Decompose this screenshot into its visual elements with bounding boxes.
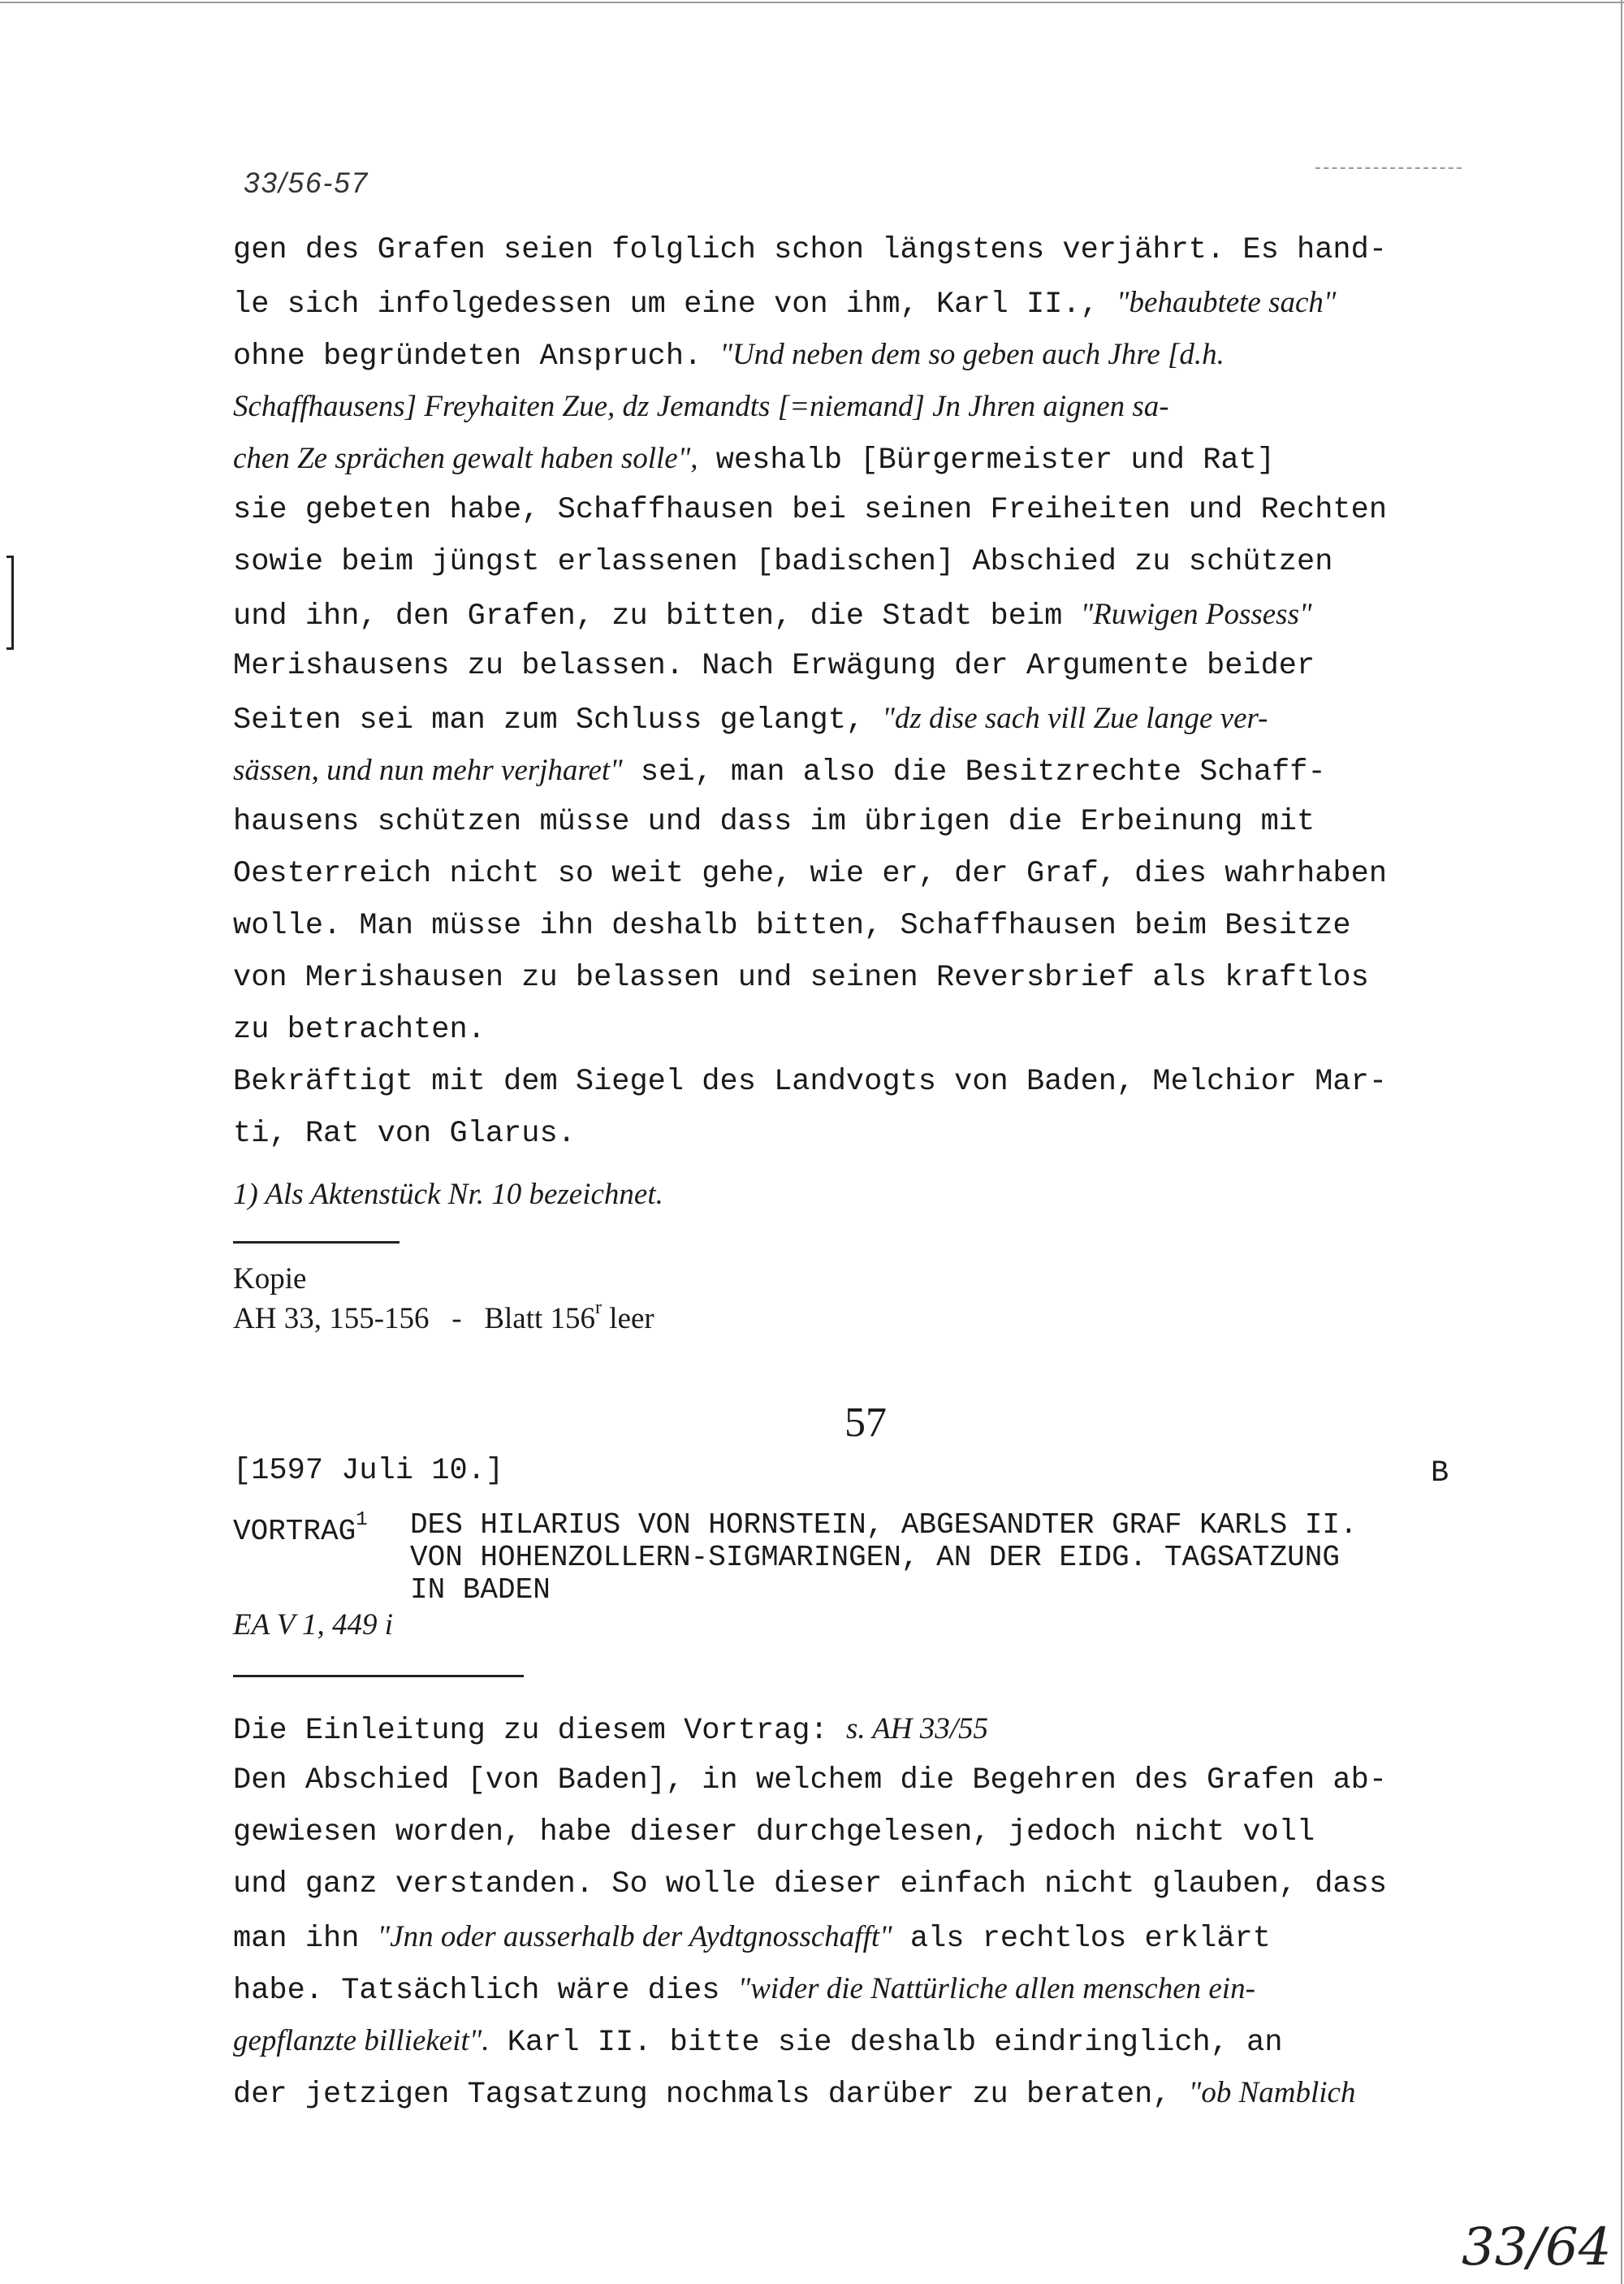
text-segment: von Merishausen zu belassen und seinen Reversbrief als kraftlos xyxy=(233,961,1369,995)
quoted-text: gepflanzte billiekeit". xyxy=(233,2024,490,2057)
quoted-text: "Jnn oder ausserhalb der Aydtgnosschafft" xyxy=(377,1920,892,1953)
title-line-1: DES HILARIUS VON HORNSTEIN, ABGESANDTER GRAF KARLS II. xyxy=(410,1508,1358,1542)
text-segment: Bekräftigt mit dem Siegel des Landvogts von Baden, Melchior Mar- xyxy=(233,1065,1388,1099)
text-segment: der jetzigen Tagsatzung nochmals darüber zu beraten, xyxy=(233,2078,1189,2112)
text-segment: le sich infolgedessen um eine von ihm, Karl II., xyxy=(233,288,1116,322)
quoted-text: "dz dise sach vill Zue lange ver- xyxy=(882,702,1268,735)
text-line xyxy=(233,233,1388,267)
text-segment: Karl II. bitte sie deshalb eindringlich, an xyxy=(489,2026,1283,2060)
text-segment: Den Abschied [von Baden], in welchem die Begehren des Grafen ab- xyxy=(233,1763,1388,1797)
source-reference xyxy=(233,1298,654,1334)
source-kopie: Kopie xyxy=(233,1262,307,1296)
quoted-text: "wider die Nattürliche allen menschen ein- xyxy=(737,1972,1255,2005)
text-segment: hausens schützen müsse und dass im übrigen die Erbeinung mit xyxy=(233,805,1315,839)
quoted-text: "behaubtete sach" xyxy=(1116,286,1337,319)
text-line xyxy=(233,703,1268,736)
text-segment: ohne begründeten Anspruch. xyxy=(233,340,720,374)
text-line xyxy=(233,1015,486,1045)
text-line xyxy=(233,288,1336,320)
page-top-border xyxy=(0,2,1624,3)
text-segment: Merishausens zu belassen. Nach Erwägung der Argumente beider xyxy=(233,649,1315,683)
text-line xyxy=(233,963,1369,993)
text-line xyxy=(233,1974,1255,2006)
document-number: 57 xyxy=(844,1399,887,1446)
page-reference: 33/56-57 xyxy=(244,167,369,199)
footnote: 1) Als Aktenstück Nr. 10 bezeichnet. xyxy=(233,1178,663,1211)
text-segment: sie gebeten habe, Schaffhausen bei seinen Freiheiten und Rechten xyxy=(233,493,1388,527)
title-footnote-mark: 1 xyxy=(356,1509,368,1531)
text-line xyxy=(233,2078,1355,2110)
text-line xyxy=(233,495,1387,526)
text-line xyxy=(233,391,1169,424)
text-line xyxy=(233,443,1275,476)
text-line xyxy=(233,340,1224,372)
text-line xyxy=(233,547,1332,577)
document-date: [1597 Juli 10.] xyxy=(233,1454,504,1488)
title-line-2: VON HOHENZOLLERN-SIGMARINGEN, AN DER EIDG. TAGSATZUNG xyxy=(410,1541,1340,1574)
text-segment: und ganz verstanden. So wolle dieser einfach nicht glauben, dass xyxy=(233,1867,1388,1901)
text-line xyxy=(233,859,1387,889)
quoted-text: "ob Namblich xyxy=(1188,2076,1356,2109)
source-dash: - xyxy=(451,1302,462,1335)
title-prefix: VORTRAG$^1$ xyxy=(233,1509,368,1548)
ea-reference: EA V 1, 449 i xyxy=(233,1608,393,1642)
text-segment: zu betrachten. xyxy=(233,1013,486,1047)
text-line xyxy=(233,1714,988,1746)
quoted-text: chen Ze sprächen gewalt haben solle", xyxy=(233,442,698,475)
footnote-rule xyxy=(233,1241,400,1244)
text-line xyxy=(233,2026,1283,2058)
text-line xyxy=(233,807,1315,837)
source-ah: AH 33, 155-156 xyxy=(233,1302,430,1335)
text-segment: gen des Grafen seien folglich schon längstens verjährt. Es hand- xyxy=(233,233,1388,267)
text-line xyxy=(233,599,1312,632)
text-segment: sei, man also die Besitzrechte Schaff- xyxy=(622,755,1326,789)
text-segment: ti, Rat von Glarus. xyxy=(233,1117,576,1151)
text-line xyxy=(233,911,1351,941)
text-line xyxy=(233,1067,1387,1097)
text-line xyxy=(233,1815,1315,1849)
header-dash-mark xyxy=(1315,167,1462,169)
quoted-text: "Ruwigen Possess" xyxy=(1080,598,1312,631)
section-rule xyxy=(233,1675,524,1677)
text-line xyxy=(233,1867,1388,1901)
text-line xyxy=(233,1922,1271,1954)
document-letter: B xyxy=(1431,1456,1449,1490)
text-segment: als rechtlos erklärt xyxy=(892,1922,1271,1956)
quoted-text: s. AH 33/55 xyxy=(845,1712,989,1745)
source-blatt: Blatt 156 xyxy=(484,1302,596,1335)
margin-bracket-mark xyxy=(6,556,14,650)
text-segment: sowie beim jüngst erlassenen [badischen] Abschied zu schützen xyxy=(233,545,1333,579)
text-segment: gewiesen worden, habe dieser durchgelesen, jedoch nicht voll xyxy=(233,1815,1315,1849)
title-line-3: IN BADEN xyxy=(410,1573,551,1607)
text-segment: Seiten sei man zum Schluss gelangt, xyxy=(233,703,883,738)
quoted-text: sässen, und nun mehr verjharet" xyxy=(233,754,623,787)
page-right-border xyxy=(1621,0,1622,2284)
text-segment: habe. Tatsächlich wäre dies xyxy=(233,1974,738,2008)
quoted-text: Schaffhausens] Freyhaiten Zue, dz Jemandts [=niemand] Jn Jhren aignen sa- xyxy=(233,390,1169,423)
text-segment: weshalb [Bürgermeister und Rat] xyxy=(698,443,1276,478)
handwritten-page-number: 33/64 xyxy=(1462,2217,1612,2278)
text-segment: man ihn xyxy=(233,1922,378,1956)
text-segment: und ihn, den Grafen, zu bitten, die Stadt beim xyxy=(233,599,1081,634)
text-line xyxy=(233,651,1315,681)
text-line xyxy=(233,755,1326,788)
text-line xyxy=(233,1119,576,1149)
quoted-text: "Und neben dem so geben auch Jhre [d.h. xyxy=(719,338,1224,371)
text-segment: wolle. Man müsse ihn deshalb bitten, Schaffhausen beim Besitze xyxy=(233,909,1351,943)
source-blatt-sup: r xyxy=(595,1297,603,1318)
text-segment: Oesterreich nicht so weit gehe, wie er, der Graf, dies wahrhaben xyxy=(233,857,1388,891)
text-segment: Die Einleitung zu diesem Vortrag: xyxy=(233,1714,846,1748)
source-leer: leer xyxy=(609,1302,654,1335)
text-line xyxy=(233,1763,1388,1797)
